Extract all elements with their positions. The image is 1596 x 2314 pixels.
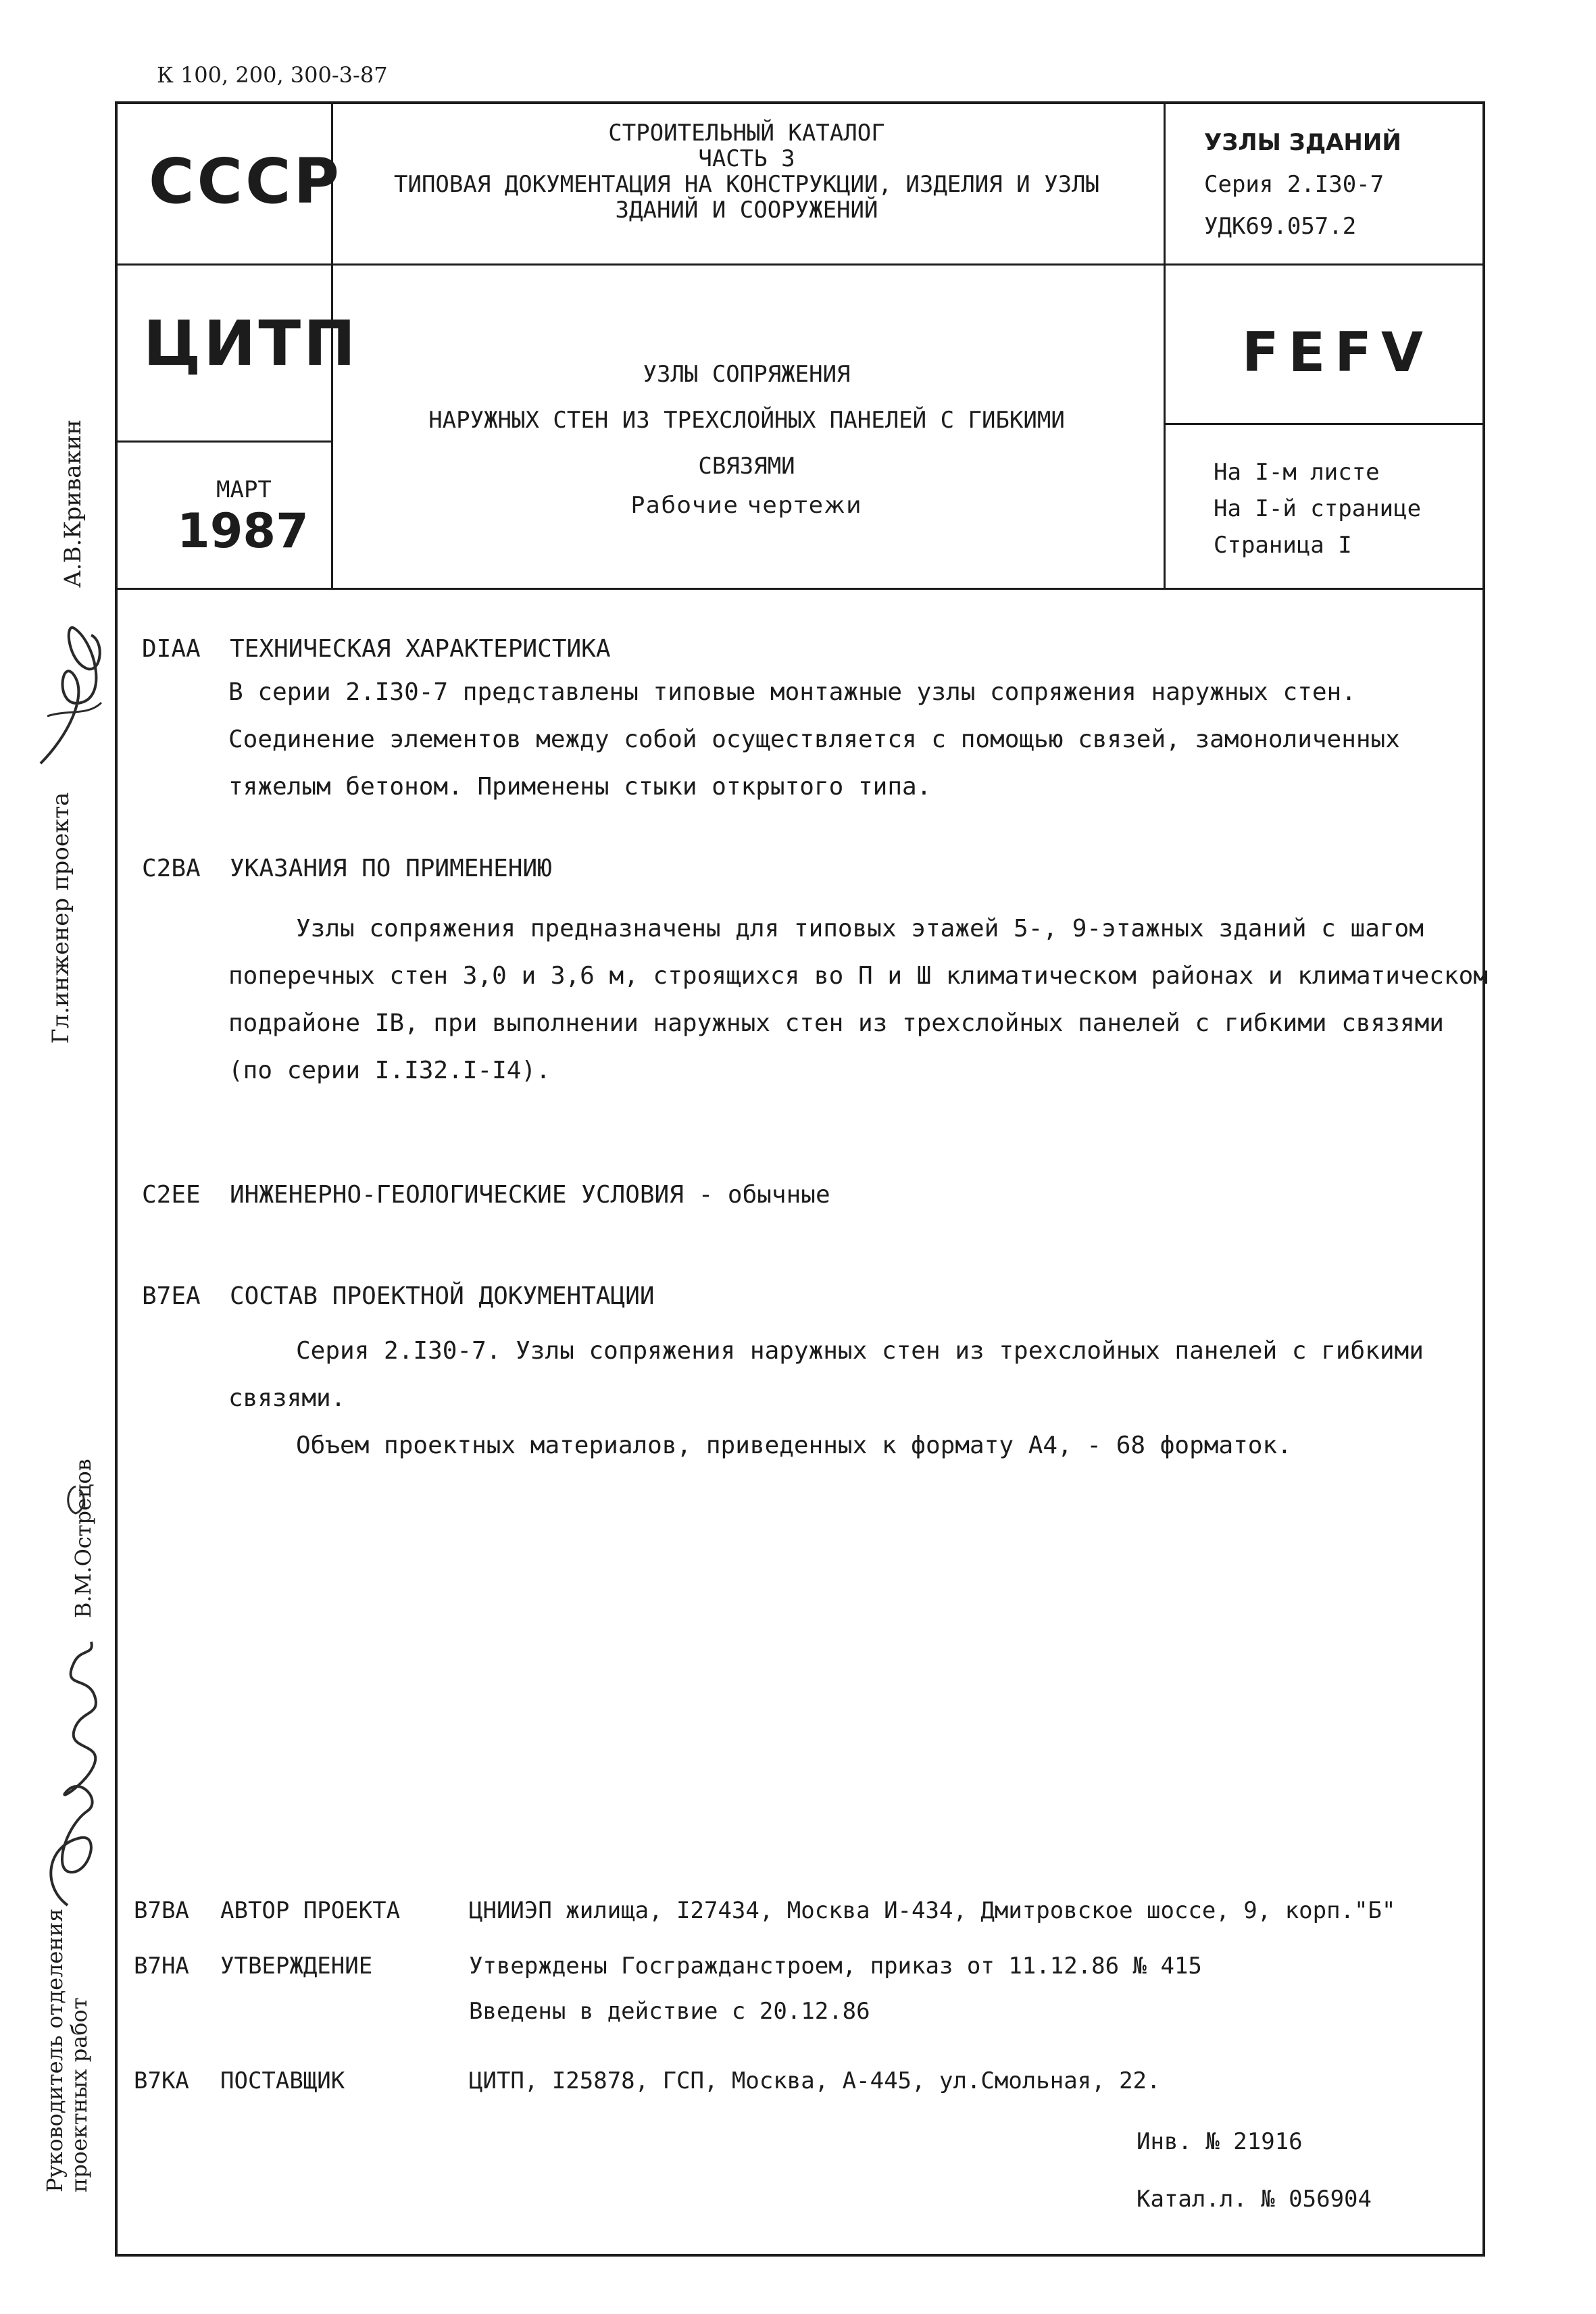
section-diaa-body bbox=[228, 669, 1400, 811]
catalog-line: ЧАСТЬ 3 bbox=[698, 145, 795, 172]
section-code: C2EE bbox=[142, 1181, 201, 1209]
paragraph-line: Объем проектных материалов, приведенных к формату А4, - 68 форматок. bbox=[296, 1432, 1292, 1459]
paragraph-line: В серии 2.I30-7 представлены типовые монтажные узлы сопряжения наружных стен. bbox=[228, 678, 1356, 706]
section-code: B7BA bbox=[134, 1897, 189, 1924]
header-ussr: СССР bbox=[149, 145, 342, 218]
section-code: DIAA bbox=[142, 635, 201, 663]
catalog-code: FEFV bbox=[1242, 321, 1432, 384]
title-line: НАРУЖНЫХ СТЕН ИЗ ТРЕХСЛОЙНЫХ ПАНЕЛЕЙ С ГИБКИМИ bbox=[428, 407, 1065, 434]
section-code: C2BA bbox=[142, 855, 201, 882]
divider bbox=[1164, 104, 1166, 588]
udk-code: УДК69.057.2 bbox=[1204, 213, 1357, 240]
section-c2ee bbox=[142, 1181, 830, 1209]
series-category: УЗЛЫ ЗДАНИЙ bbox=[1204, 129, 1401, 156]
head-name: В.М.Острецов bbox=[70, 1459, 96, 1618]
header-citp: ЦИТП bbox=[143, 307, 359, 380]
section-c2ba-body bbox=[228, 905, 1488, 1095]
issue-year: 1987 bbox=[177, 503, 309, 559]
section-heading: ТЕХНИЧЕСКАЯ ХАРАКТЕРИСТИКА bbox=[230, 635, 611, 663]
head-role: Руководитель отделения bbox=[42, 1908, 68, 2192]
signature-head bbox=[27, 1621, 115, 1919]
footer-introduced: Введены в действие с 20.12.86 bbox=[469, 1998, 870, 2025]
inventory-number: Инв. № 21916 bbox=[1137, 2128, 1303, 2155]
document-code: К 100, 200, 300-3-87 bbox=[157, 62, 388, 88]
head-role: проектных работ bbox=[66, 1997, 92, 2192]
section-code: B7EA bbox=[142, 1282, 201, 1310]
footer-supplier bbox=[134, 2067, 1161, 2094]
footer-label: АВТОР ПРОЕКТА bbox=[220, 1897, 401, 1924]
document-title bbox=[331, 351, 1162, 528]
catalog-line: ТИПОВАЯ ДОКУМЕНТАЦИЯ НА КОНСТРУКЦИИ, ИЗДЕЛИЯ И УЗЛЫ bbox=[394, 171, 1099, 198]
divider bbox=[1164, 423, 1482, 425]
section-b7ea bbox=[142, 1282, 655, 1310]
catalog-sheet-number: Катал.л. № 056904 bbox=[1137, 2186, 1372, 2213]
section-b7ea-body bbox=[228, 1328, 1424, 1469]
sheet-info bbox=[1214, 454, 1421, 563]
paragraph-line: подрайоне IB, при выполнении наружных стен из трехслойных панелей с гибкими связями bbox=[228, 1009, 1444, 1037]
section-diaa bbox=[142, 635, 611, 663]
footer-label: УТВЕРЖДЕНИЕ bbox=[220, 1953, 373, 1980]
title-subline: Рабочие чертежи bbox=[630, 492, 863, 519]
sheet-line: На I-й странице bbox=[1214, 495, 1422, 522]
sheet-line: На I-м листе bbox=[1214, 459, 1380, 486]
section-heading: УКАЗАНИЯ ПО ПРИМЕНЕНИЮ bbox=[230, 855, 552, 882]
paragraph-line: поперечных стен 3,0 и 3,6 м, строящихся во П и Ш климатическом районах и климатическом bbox=[228, 962, 1488, 990]
series-info bbox=[1204, 122, 1401, 247]
section-code: B7KA bbox=[134, 2067, 189, 2094]
catalog-line: СТРОИТЕЛЬНЫЙ КАТАЛОГ bbox=[608, 120, 885, 147]
paragraph-line: Серия 2.I30-7. Узлы сопряжения наружных стен из трехслойных панелей с гибкими bbox=[296, 1337, 1424, 1365]
chief-engineer-name: А.В.Кривакин bbox=[59, 419, 86, 588]
series-number: Серия 2.I30-7 bbox=[1204, 171, 1385, 198]
section-heading: СОСТАВ ПРОЕКТНОЙ ДОКУМЕНТАЦИИ bbox=[230, 1282, 655, 1310]
footer-value: ЦИТП, I25878, ГСП, Москва, А-445, ул.Смольная, 22. bbox=[469, 2067, 1161, 2094]
chief-engineer-role: Гл.инженер проекта bbox=[47, 792, 74, 1044]
title-line: СВЯЗЯМИ bbox=[698, 453, 795, 480]
catalog-line: ЗДАНИЙ И СООРУЖЕНИЙ bbox=[615, 197, 878, 224]
initials-mark bbox=[62, 1483, 89, 1517]
issue-month: МАРТ bbox=[216, 476, 272, 503]
divider bbox=[118, 441, 331, 443]
paragraph-line: (по серии I.I32.I-I4). bbox=[228, 1057, 551, 1084]
footer-value: ЦНИИЭП жилища, I27434, Москва И-434, Дмитровское шоссе, 9, корп."Б" bbox=[469, 1897, 1396, 1924]
footer-author bbox=[134, 1897, 1395, 1924]
paragraph-line: Соединение элементов между собой осуществляется с помощью связей, замоноличенных bbox=[228, 726, 1400, 753]
catalog-header bbox=[331, 120, 1162, 223]
footer-label: ПОСТАВЩИК bbox=[220, 2067, 345, 2094]
section-code: B7HA bbox=[134, 1953, 189, 1980]
paragraph-line: связями. bbox=[228, 1384, 346, 1412]
footer-value: Утверждены Госгражданстроем, приказ от 11.12.86 № 415 bbox=[469, 1953, 1202, 1980]
divider bbox=[118, 263, 1482, 266]
section-heading: ИНЖЕНЕРНО-ГЕОЛОГИЧЕСКИЕ УСЛОВИЯ - обычные bbox=[230, 1181, 830, 1209]
sheet-line: Страница I bbox=[1214, 532, 1352, 559]
footer-approval bbox=[134, 1953, 1202, 1980]
paragraph-line: Узлы сопряжения предназначены для типовых этажей 5-, 9-этажных зданий с шагом bbox=[296, 915, 1424, 942]
signature-chief-engineer bbox=[27, 601, 115, 777]
divider bbox=[118, 588, 1482, 590]
title-line: УЗЛЫ СОПРЯЖЕНИЯ bbox=[643, 361, 851, 388]
paragraph-line: тяжелым бетоном. Применены стыки открытого типа. bbox=[228, 773, 932, 801]
section-c2ba bbox=[142, 855, 552, 882]
